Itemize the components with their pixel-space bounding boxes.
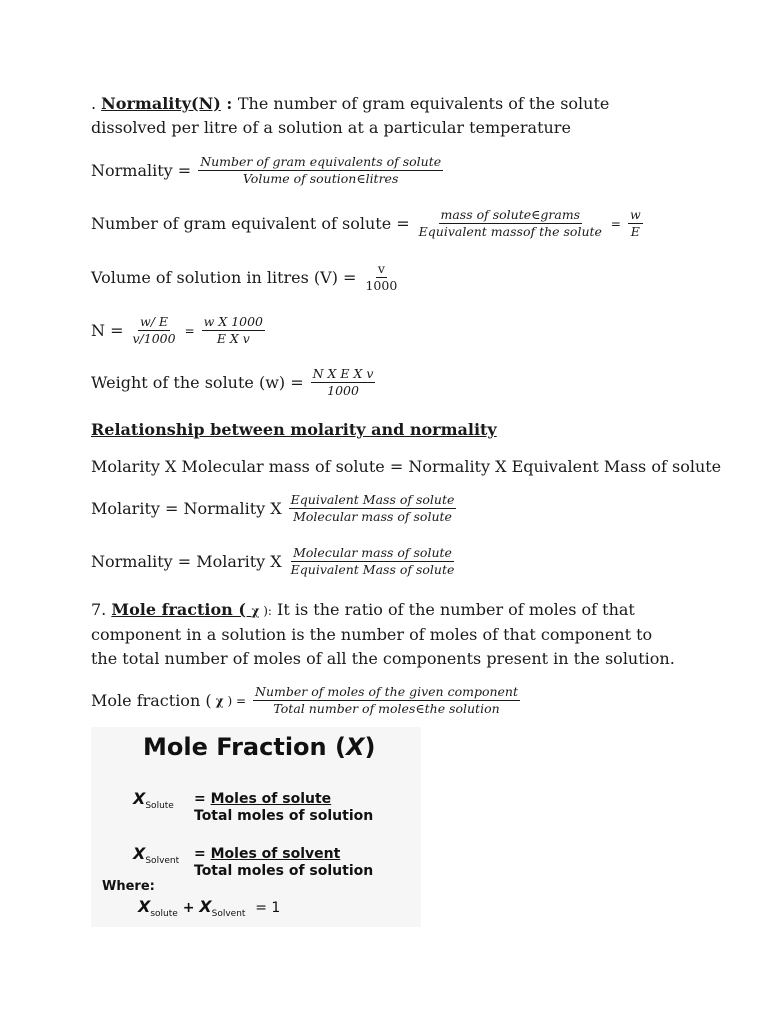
fraction: $\frac{v}{1000}$: [365, 261, 398, 293]
normality-definition-text: The number of gram equivalents of the solute dissolved per litre of a solution at a particular temperature: [91, 94, 610, 137]
fraction: $\frac{\text{mass of solute∈grams}}{\text{Equivalent massof the solute}}$: [418, 207, 602, 239]
fraction: $\frac{\text{Equivalent Mass of solute}}{\text{Molecular mass of solute}}$: [290, 492, 455, 524]
fraction: $\frac{\text{w X 1000}}{\text{E X v}}$: [203, 314, 264, 346]
mole-fraction-formula: Mole fraction ( χ ) = $\frac{\text{Number of moles of the given component}}{\text{Total number of moles∈the solution}}$: [91, 684, 519, 716]
volume-formula: Volume of solution in litres (V) = $\frac{v}{1000}$: [91, 261, 398, 293]
mole-fraction-figure: [91, 727, 421, 927]
normality-molarity-formula: Normality = Molarity X $\frac{\text{Molecular mass of solute}}{\text{Equivalent Mass of solute}}$: [91, 545, 455, 577]
solvent-denominator: Total moles of solution: [194, 863, 374, 879]
where-label: Where:: [102, 879, 155, 894]
bullet: .: [91, 94, 102, 113]
fraction: $\frac{\text{Molecular mass of solute}}{\text{Equivalent Mass of solute}}$: [290, 545, 455, 577]
fraction: $\frac{\text{N X E X v}}{1000}$: [312, 366, 374, 398]
sum-equation: $X_{solute} + X_{Solvent} = 1$: [138, 897, 281, 919]
solvent-numerator: = Moles of solvent: [194, 846, 341, 862]
molarity-formula: Molarity = Normality X $\frac{\text{Equivalent Mass of solute}}{\text{Molecular mass of solute}}$: [91, 492, 455, 524]
fraction: $\frac{w}{E}$: [629, 207, 641, 239]
mole-fraction-definition: 7. Mole fraction ( χ ): It is the ratio of the number of moles of that component in a solution is the number of moles of that component to the total number of moles of all the components present in the solution.: [91, 600, 675, 668]
relationship-heading: Relationship between molarity and normality: [91, 420, 497, 439]
solute-denominator: Total moles of solution: [194, 808, 374, 824]
n-formula: N = $\frac{w/ E}{v/1000}$ = $\frac{\text{w X 1000}}{\text{E X v}}$: [91, 314, 264, 346]
relationship-line: Molarity X Molecular mass of solute = Normality X Equivalent Mass of solute: [91, 457, 722, 476]
fraction: $\frac{\text{Number of gram equivalents of solute}}{\text{Volume of soution∈litres}}$: [200, 154, 442, 186]
figure-title: Mole Fraction (X): [143, 733, 376, 761]
normality-definition: . Normality(N) : The number of gram equivalents of the solute dissolved per litre of a solution at a particular temperature: [91, 94, 610, 137]
fraction: $\frac{\text{Number of moles of the given component}}{\text{Total number of moles∈the solution}}$: [255, 684, 519, 716]
solute-numerator: = Moles of solute: [194, 791, 332, 807]
normality-term: Normality(N): [101, 94, 221, 113]
normality-formula: Normality = $\frac{\text{Number of gram equivalents of solute}}{\text{Volume of soution∈litres}}$: [91, 154, 442, 186]
solute-symbol: $X_{Solute}$: [133, 789, 174, 811]
fraction: $\frac{w/ E}{v/1000}$: [132, 314, 176, 346]
solvent-symbol: $X_{Solvent}$: [133, 844, 180, 866]
weight-formula: Weight of the solute (w) = $\frac{\text{N X E X v}}{1000}$: [91, 366, 374, 398]
gram-equivalent-formula: Number of gram equivalent of solute = $\frac{\text{mass of solute∈grams}}{\text{Equivalent massof the solute}}$ = $\frac{w}{E}$: [91, 207, 641, 239]
